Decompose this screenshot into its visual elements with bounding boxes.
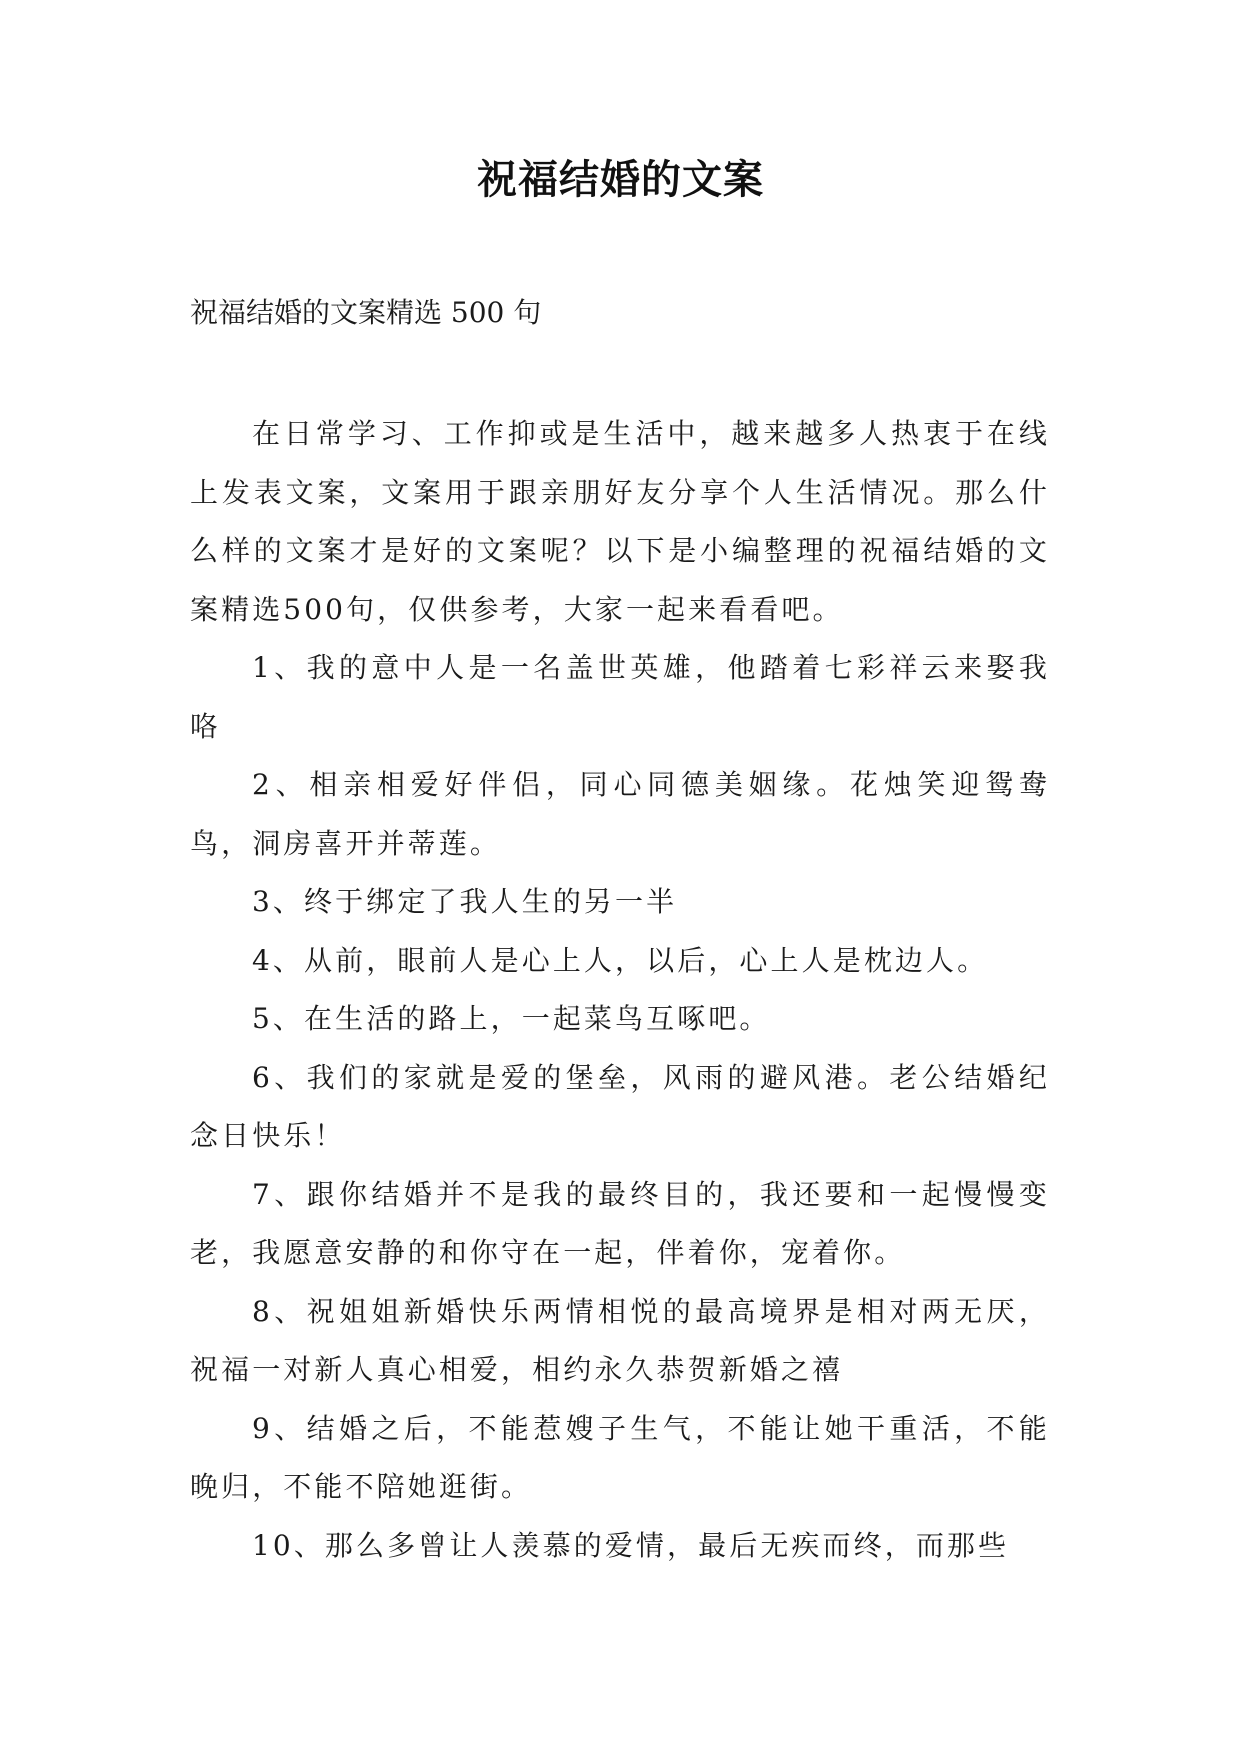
list-item-5: 5、在生活的路上，一起菜鸟互啄吧。 bbox=[252, 1002, 771, 1035]
list-item-6: 6、我们的家就是爱的堡垒，风雨的避风港。老公结婚纪念日快乐！ bbox=[190, 1060, 1050, 1152]
list-item-7: 7、跟你结婚并不是我的最终目的，我还要和一起慢慢变老，我愿意安静的和你守在一起，伴着你，宠着你。 bbox=[190, 1177, 1050, 1269]
list-item-3: 3、终于绑定了我人生的另一半 bbox=[252, 885, 678, 918]
list-item-10: 10、那么多曾让人羡慕的爱情，最后无疾而终，而那些 bbox=[252, 1528, 1010, 1562]
list-item-1: 1、我的意中人是一名盖世英雄，他踏着七彩祥云来娶我咯 bbox=[190, 651, 1050, 743]
list-item-4: 4、从前，眼前人是心上人，以后，心上人是枕边人。 bbox=[252, 943, 989, 977]
list-item-2: 2、相亲相爱好伴侣，同心同德美姻缘。花烛笑迎鸳鸯鸟，洞房喜开并蒂莲。 bbox=[190, 768, 1050, 860]
document-title: 祝福结婚的文案 bbox=[477, 157, 764, 203]
list-item-8: 8、祝姐姐新婚快乐两情相悦的最高境界是相对两无厌，祝福一对新人真心相爱，相约永久恭贺新婚之禧 bbox=[190, 1294, 1050, 1386]
document-body bbox=[190, 405, 1050, 1575]
intro-paragraph: 在日常学习、工作抑或是生活中，越来越多人热衷于在线上发表文案，文案用于跟亲朋好友分享个人生活情况。那么什么样的文案才是好的文案呢？以下是小编整理的祝福结婚的文案精选500句，仅供参考，大家一起来看看吧。 bbox=[190, 417, 1050, 626]
document-subtitle: 祝福结婚的文案精选 500 句 bbox=[190, 296, 542, 329]
list-item-9: 9、结婚之后，不能惹嫂子生气，不能让她干重活，不能晚归，不能不陪她逛街。 bbox=[190, 1411, 1050, 1503]
